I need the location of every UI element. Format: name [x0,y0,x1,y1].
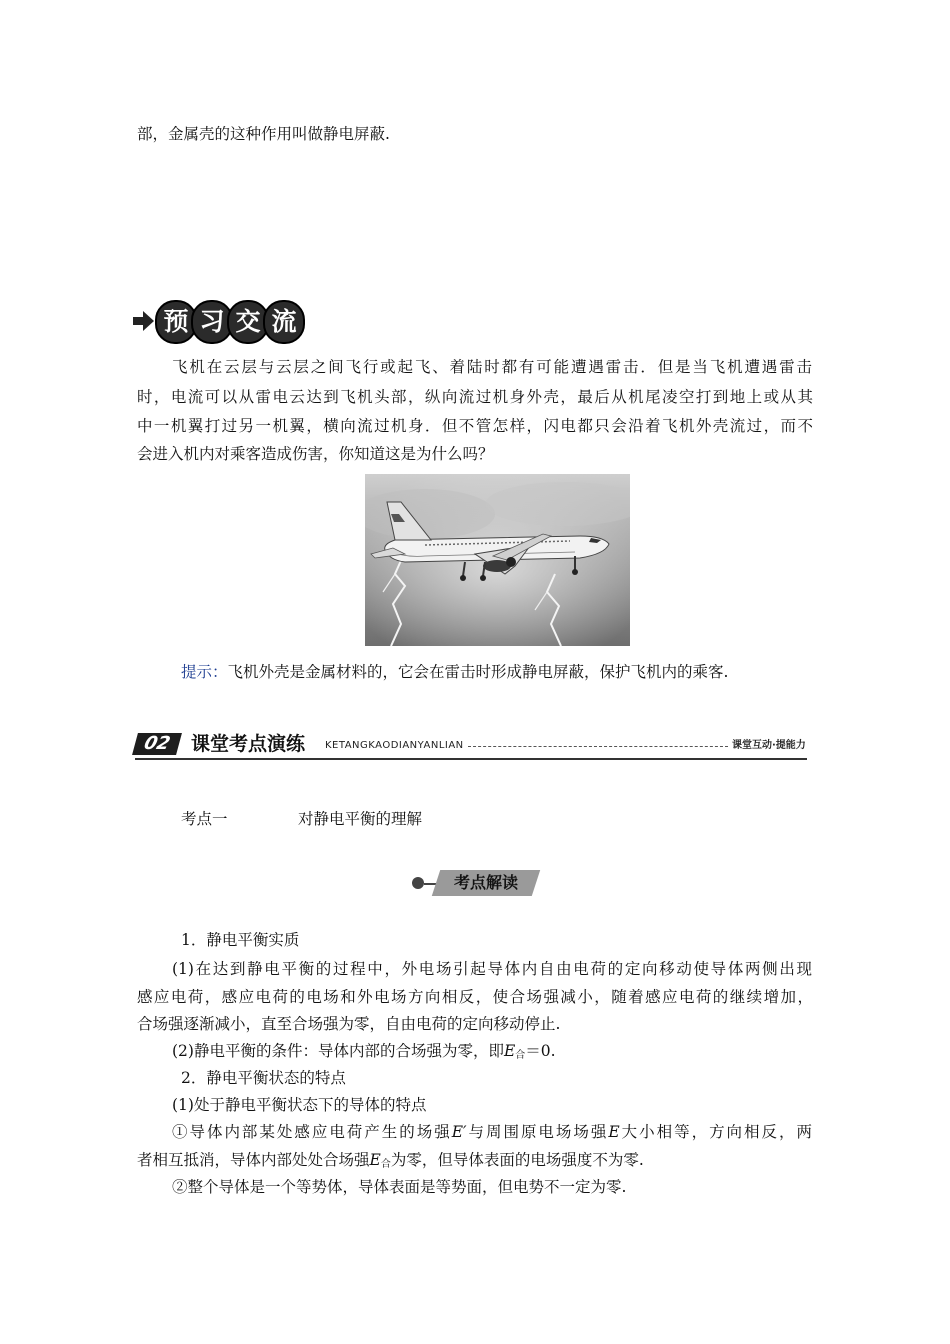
section-number: 02 [132,733,182,755]
preview-paragraph-line: 时，电流可以从雷电云达到飞机头部，纵向流过机身外壳，最后从机尾凌空打到地上或从其 [137,388,813,406]
content-paragraph-line: 合场强逐渐减小，直至合场强为零，自由电荷的定向移动停止. [137,1015,561,1033]
preview-header-char: 流 [263,300,305,344]
bullet-dot-icon [412,877,424,889]
text-run: 者相互抵消，导体内部处处合场强 [137,1151,370,1169]
content-bullet-1-line [137,1150,813,1175]
preview-header-char: 交 [227,300,269,344]
preview-header [133,300,308,342]
text-run: ①导体内部某处感应电荷产生的场强 [172,1123,452,1141]
variable-e-prime: E′ [451,1123,467,1141]
section-underline [135,758,807,760]
hint-text: 飞机外壳是金属材料的，它会在雷击时形成静电屏蔽，保护飞机内的乘客. [227,663,729,681]
section-pinyin: KETANGKAODIANYANLIAN [325,740,464,751]
topic-title: 对静电平衡的理解 [298,810,423,828]
content-bullet-2: ②整个导体是一个等势体，导体表面是等势面，但电势不一定为零. [172,1178,627,1196]
variable-e: E [369,1151,381,1169]
topic-label: 考点一 [181,810,228,828]
airplane-lightning-photo [365,474,630,646]
section-banner [135,731,807,761]
preview-paragraph-line: 中一机翼打过另一机翼，横向流过机身．但不管怎样，闪电都只会沿着飞机外壳流过，而不 [137,417,813,435]
arrow-right-icon [133,310,155,332]
analysis-header [412,868,536,898]
preview-paragraph-line: 飞机在云层与云层之间飞行或起飞、着陆时都有可能遭遇雷击．但是当飞机遭遇雷击 [172,358,812,376]
subscript: 合 [380,1159,391,1170]
section-dashed-divider [468,746,728,747]
content-bullet-1-line [172,1122,812,1142]
text-run: (2)静电平衡的条件：导体内部的合场强为零，即 [172,1042,504,1060]
subscript: 合 [515,1050,526,1061]
preview-paragraph-line: 会进入机内对乘客造成伤害，你知道这是为什么吗？ [137,445,494,463]
content-paragraph-line: (1)在达到静电平衡的过程中，外电场引起导体内自由电荷的定向移动使导体两侧出现 [172,960,812,978]
hint-line [181,662,857,682]
text-run: ＝0. [525,1042,556,1060]
content-heading-2: 2．静电平衡状态的特点 [181,1069,346,1087]
section-tagline: 课堂互动·提能力 [732,740,806,751]
hint-label: 提示： [181,663,228,681]
intro-text-tail: 部，金属壳的这种作用叫做静电屏蔽. [137,125,390,143]
text-run: 为零，但导体表面的电场强度不为零. [390,1151,644,1169]
analysis-header-text: 考点解读 [453,873,518,892]
content-paragraph-2 [172,1041,812,1066]
content-subheading: (1)处于静电平衡状态下的导体的特点 [172,1096,427,1114]
preview-header-char: 预 [155,300,197,344]
content-paragraph-line: 感应电荷，感应电荷的电场和外电场方向相反，使合场强减小，随着感应电荷的继续增加， [137,988,813,1006]
section-title: 课堂考点演练 [191,733,306,755]
preview-header-char: 习 [191,300,233,344]
text-run: 大小相等，方向相反，两 [619,1123,812,1141]
variable-e: E [608,1123,620,1141]
content-heading-1: 1．静电平衡实质 [181,931,300,949]
text-run: 与周围原电场场强 [466,1123,609,1141]
variable-e: E [503,1042,516,1060]
